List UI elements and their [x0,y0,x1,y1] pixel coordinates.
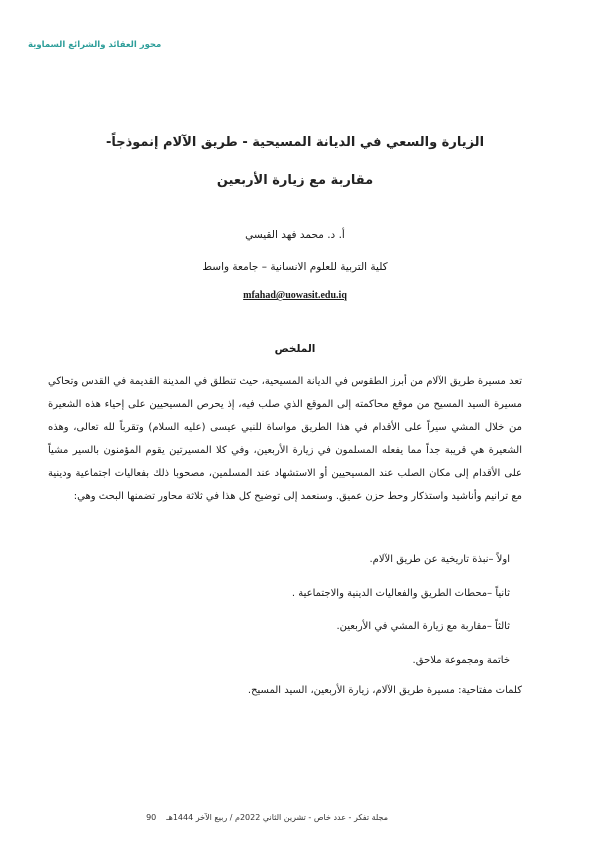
abstract-points [90,551,510,685]
keywords: كلمات مفتاحية: مسيرة طريق الآلام، زيارة الأربعين، السيد المسيح. [247,685,522,696]
abstract-point: ثانياً –محطات الطريق والفعاليات الدينية والاجتماعية . [291,587,510,599]
abstract-heading: الملخص [274,343,316,355]
author-name: أ. د. محمد فهد القيسي [245,229,345,241]
footer-journal-info: مجلة تفكر - عدد خاص - تشرين الثاني 2022م / ربيع الآخر 1444هـ [166,813,388,822]
author-email[interactable]: mfahad@uowasit.edu.iq [243,290,347,301]
page-number: 90 [146,813,157,822]
author-affiliation: كلية التربية للعلوم الانسانية – جامعة واسط [202,261,388,273]
abstract-point: خاتمة ومجموعة ملاحق. [412,654,510,666]
paper-subtitle: مقاربة مع زيارة الأربعين [216,173,374,188]
paper-title: الزيارة والسعي في الديانة المسيحية - طريق الآلام إنموذجاً- [105,135,485,150]
abstract-point: ثالثاً –مقاربة مع زيارة المشي في الأربعين. [336,621,510,632]
running-head: محور العقائد والشرائع السماوية [28,40,162,50]
abstract-point: اولاً –نبذة تاريخية عن طريق الآلام. [369,554,510,565]
abstract-body: تعد مسيرة طريق الآلام من أبرز الطقوس في الديانة المسيحية، حيث تنطلق في المدينة القديمة في القدس وتحاكي مسيرة السيد المسيح من موقع محاكمته إلى الموقع الذي صلب فيه، إذ يحرص المسيحيين على إحياء هذه الشعيرة من خلال المشي سيراً على الأقدام في هذا الطريق مواساة للنبي عيسى (عليه السلام) وتقرباً لله تعالى، وهذه الشعيرة هي قريبة جداً مما يفعله المسلمون في زيارة الأربعين، وفي كلا المسيرتين يقوم المؤمنون بالسير مشياً على الأقدام إلى مكان الصلب عند المسيحيين أو الاستشهاد عند المسلمين، مصحوبا ذلك بفعاليات اجتماعية ودينية مع ترانيم وأناشيد واستذكار وحط حزن عميق. وسنعمد إلى توضيح كل هذا في ثلاثة محاور تضمنها البحث وهي: [48,376,522,502]
page-footer [28,812,388,824]
